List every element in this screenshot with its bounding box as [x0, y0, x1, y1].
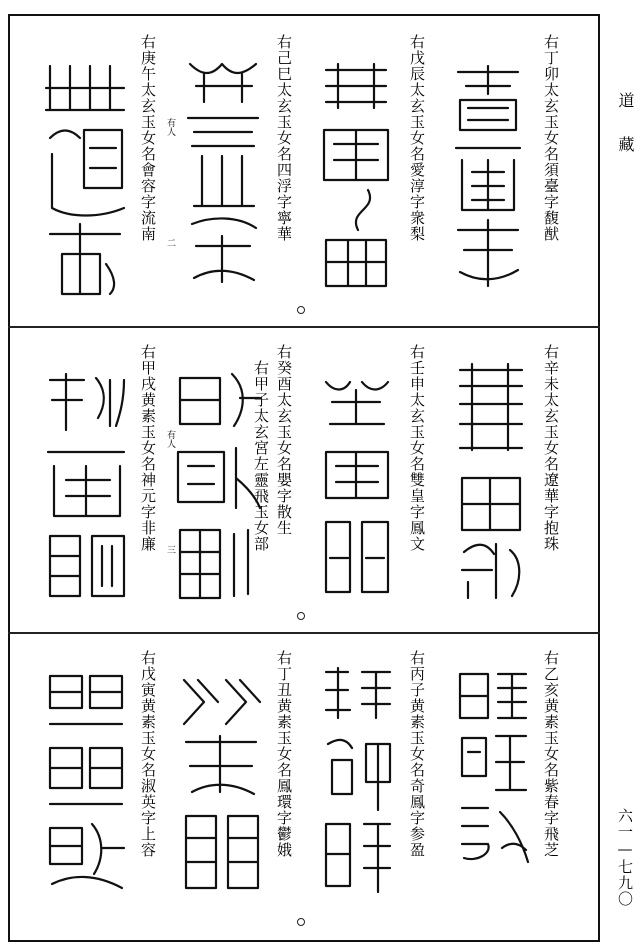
margin-note: 有人 [165, 430, 175, 448]
talisman-glyph [40, 370, 132, 602]
talisman-glyph [176, 672, 266, 898]
talisman-glyph [40, 58, 130, 298]
caption: 右甲戌黄素玉女名神元字非廉 [139, 344, 157, 552]
talisman-glyph [448, 60, 528, 292]
talisman-glyph [182, 56, 264, 288]
side-header-title: 道 藏 [616, 92, 635, 158]
caption: 右乙亥黄素玉女名紫春字飛芝 [542, 650, 560, 858]
margin-note: 二 [165, 238, 175, 247]
talisman-glyph [318, 60, 394, 292]
margin-note: 有人 [165, 118, 175, 136]
caption: 右丁卯太玄玉女名須臺字馥猷 [542, 34, 560, 242]
caption: 右戊寅黄素玉女名淑英字上容 [139, 650, 157, 858]
margin-note: 三 [165, 545, 175, 554]
caption: 右辛未太玄玉女名遼華字抱珠 [542, 344, 560, 552]
talisman-glyph [318, 664, 396, 896]
caption: 右丙子黄素玉女名奇鳳字参盈 [408, 650, 426, 858]
talisman-glyph [170, 368, 266, 604]
caption: 右戊辰太玄玉女名愛淳字衆梨 [408, 34, 426, 242]
caption: 右壬申太玄玉女名雙皇字鳳文 [408, 344, 426, 552]
panel-divider [8, 632, 600, 634]
caption: 右癸酉太玄玉女名嬰字散生 [275, 344, 293, 536]
caption: 右丁丑黄素玉女名鳳環字鬱娥 [275, 650, 293, 858]
panel-divider [8, 326, 600, 328]
talisman-glyph [452, 666, 532, 866]
talisman-glyph [318, 372, 394, 602]
circle-mark [297, 612, 305, 620]
caption: 右甲子太玄宮左靈飛玉女部 [252, 360, 270, 552]
page-number: 六一—七九〇 [616, 808, 634, 907]
caption: 右己巳太玄玉女名四浮字寧華 [275, 34, 293, 242]
circle-mark [297, 918, 305, 926]
circle-mark [297, 306, 305, 314]
talisman-glyph [42, 668, 128, 898]
caption: 右庚午太玄玉女名會容字流南 [139, 34, 157, 242]
talisman-glyph [452, 360, 530, 602]
